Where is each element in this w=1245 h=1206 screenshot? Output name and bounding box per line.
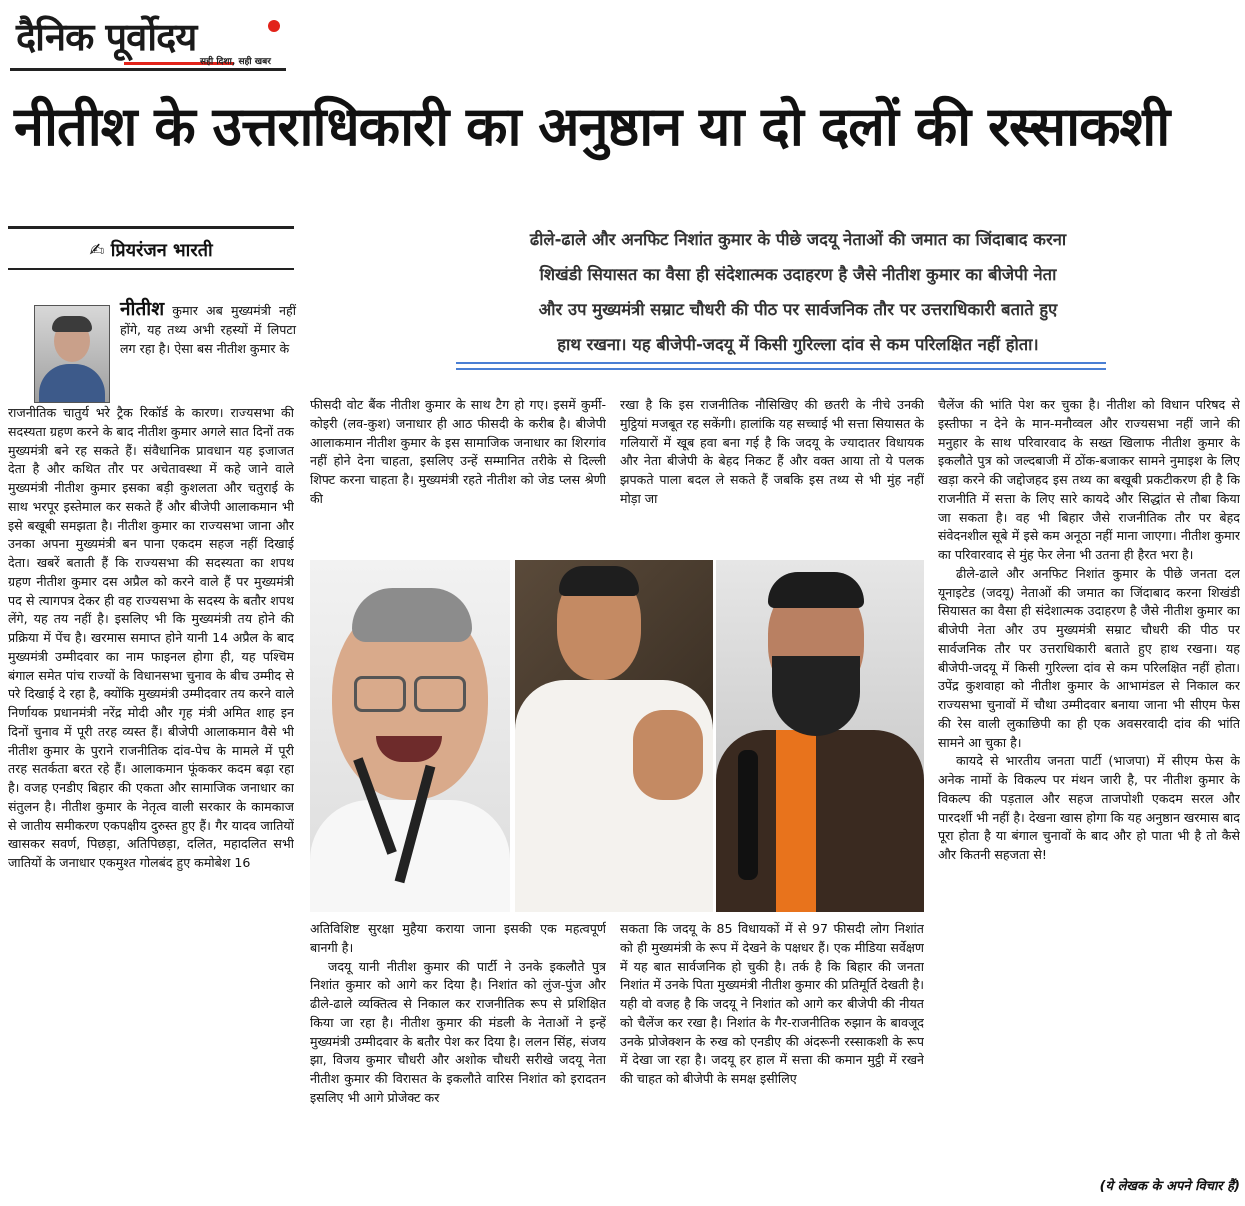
- article-column-2-bottom: [310, 920, 606, 1200]
- article-column-1: [8, 404, 294, 1204]
- author-photo: [34, 305, 110, 403]
- photo-samrat-choudhary: [716, 560, 924, 912]
- article-column-3-top: [620, 396, 924, 548]
- article-paragraph: ढीले-ढाले और अनफिट निशांत कुमार के पीछे जनता दल यूनाइटेड (जदयू) नेताओं की जमात का जिंदाबाद करना शिखंडी सियासत का वैसा ही संदेशात्मक उदाहरण है जैसे नीतीश कुमार का बीजेपी नेता और उप मुख्यमंत्री सम्राट चौधरी की पीठ पर सार्वजनिक तौर पर उत्तराधिकारी बताते हुए हाथ रखना। यह बीजेपी-जदयू में किसी गुरिल्ला दांव से कम परिलक्षित नहीं होता। उपेंद्र कुशवाहा को नीतीश कुमार के आभामंडल से निकाल कर राज्यसभा चुनावों में चौथा उम्मीदवार बनाया जाना भी सीएम फेस की रेस वाली लुकाछिपी का ही एक अवसरवादी दांव की भांति सामने आ चुका है।: [938, 565, 1240, 750]
- article-paragraph: अतिविशिष्ट सुरक्षा मुहैया कराया जाना इसकी एक महत्वपूर्ण बानगी है।: [310, 921, 606, 955]
- logo-dot-icon: [268, 20, 280, 32]
- deck-line: शिखंडी सियासत का वैसा ही संदेशात्मक उदाहरण है जैसे नीतीश कुमार का बीजेपी नेता: [539, 265, 1057, 284]
- lead-text: कुमार अब मुख्यमंत्री नहीं होंगे, यह तथ्य अभी रहस्यों में लिपटा लग रहा है। ऐसा बस नीतीश कुमार के: [120, 303, 296, 356]
- deck-line: और उप मुख्यमंत्री सम्राट चौधरी की पीठ पर सार्वजनिक तौर पर उत्तराधिकारी बताते हुए: [538, 300, 1058, 319]
- article-paragraph: कायदे से भारतीय जनता पार्टी (भाजपा) में सीएम फेस के अनेक नामों के विकल्प पर मंथन जारी है, पर नीतीश कुमार के विकल्प की पड़ताल और सहज ताजपोशी एकदम सरल और पारदर्शी भी नहीं है। देखना खास होगा कि यह अनुष्ठान खरमास बाद पूरा होता है या बंगाल चुनावों के बाद और हो पाता भी है तो कैसे और कितनी सहजता से!: [938, 753, 1240, 862]
- masthead: [10, 6, 290, 72]
- article-paragraph: रखा है कि इस राजनीतिक नौसिखिए की छतरी के नीचे उनकी मुट्ठियां मजबूत रह सकेंगी। हालांकि यह सच्चाई भी सत्ता सियासत के गलियारों में खूब हवा बना गई है कि जदयू के ज्यादातर विधायक और नेता बीजेपी के बेहद निकट हैं और वक्त आया तो ये पलक झपकते पाला बदल ले सकते हैं जबकि इस तथ्य से भी मुंह नहीं मोड़ा जा: [620, 397, 924, 506]
- article-paragraph: फीसदी वोट बैंक नीतीश कुमार के साथ टैग हो गए। इसमें कुर्मी-कोइरी (लव-कुश) जनाधार ही आठ फीसदी के करीब है। बीजेपी आलाकमान नीतीश कुमार के इस सामाजिक जनाधार का शिरगांव नहीं होने देना चाहता, इसलिए उन्हें सम्मानित तरीके से दिल्ली शिफ्ट करना चाहता है। मुख्यमंत्री रहते नीतीश को जेड प्लस श्रेणी की: [310, 397, 606, 506]
- byline-rule-top: [8, 226, 294, 229]
- article-column-4: [938, 396, 1240, 1174]
- article-paragraph: सकता कि जदयू के 85 विधायकों में से 97 फीसदी लोग निशांत को ही मुख्यमंत्री के रूप में देखने के पक्षधर हैं। एक मीडिया सर्वेक्षण में यह बात सार्वजनिक हो चुकी है। तर्क है कि बिहार की जनता निशांत में उनके पिता मुख्यमंत्री नीतीश कुमार की प्रतिमूर्ति देखती है। यही वो वजह है कि जदयू ने निशांत को आगे कर बीजेपी की नीयत को चैलेंज कर रखा है। निशांत के गैर-राजनीतिक रुझान के बावजूद उनके प्रोजेक्शन के रुख को एनडीए की अंदरूनी रस्साकशी के रूप में देखा जा रहा है। जदयू हर हाल में सत्ता की कमान मुट्ठी में रखने की चाहत को बीजेपी के समक्ष इसीलिए: [620, 921, 924, 1086]
- deck-line: ढीले-ढाले और अनफिट निशांत कुमार के पीछे जदयू नेताओं की जमात का जिंदाबाद करना: [529, 230, 1067, 249]
- deck-line: हाथ रखना। यह बीजेपी-जदयू में किसी गुरिल्ला दांव से कम परिलक्षित नहीं होता।: [557, 335, 1039, 354]
- lead-word: नीतीश: [120, 298, 165, 320]
- photo-nitish-kumar: [310, 560, 510, 912]
- article-column-2-top: [310, 396, 606, 548]
- article-byline: ✍ प्रियरंजन भारती: [89, 240, 213, 261]
- article-column-3-bottom: [620, 920, 924, 1200]
- article-deck: [378, 222, 1218, 362]
- masthead-rule: [10, 68, 286, 71]
- article-headline: नीतीश के उत्तराधिकारी का अनुष्ठान या दो दलों की रस्साकशी: [14, 95, 1170, 158]
- author-disclaimer: (ये लेखक के अपने विचार हैं): [1099, 1179, 1240, 1194]
- deck-divider: [456, 368, 1106, 370]
- byline-rule-bottom: [8, 268, 294, 270]
- article-paragraph: चैलेंज की भांति पेश कर चुका है। नीतीश को विधान परिषद से इस्तीफा न देने के मान-मनौव्वल और राज्यसभा नहीं जाने की मनुहार के साथ परिवारवाद के सख्त खिलाफ नीतीश कुमार के इकलौते पुत्र को जल्दबाजी में ठोंक-बजाकर सामने नुमाइश के लिए खड़ा करने की जद्दोजहद इस तथ्य का बखूबी प्रकटीकरण ही है कि राजनीति में सत्ता के लिए सारे कायदे और सिद्धांत से तौबा किया जा सकता है। वह भी बिहार जैसे राजनीतिक तौर पर बेहद संवेदनशील सूबे में इसे कम अनूठा नहीं माना जाएगा। नीतीश कुमार का परिवारवाद से मुंह फेर लेना भी उतना ही हैरत भरा है।: [938, 397, 1240, 562]
- article-lead: [120, 300, 296, 358]
- deck-divider: [456, 362, 1106, 364]
- article-paragraph: जदयू यानी नीतीश कुमार की पार्टी ने उनके इकलौते पुत्र निशांत कुमार को आगे कर दिया है। निशांत को लुंज-पुंज और ढीले-ढाले व्यक्तित्व से निकाल कर राजनीतिक रूप से प्रशिक्षित किया जा रहा है। नीतीश कुमार की मंडली के नेताओं ने इन्हें मुख्यमंत्री उम्मीदवार के बतौर पेश कर दिया है। ललन सिंह, संजय झा, विजय कुमार चौधरी और अशोक चौधरी सरीखे जदयू नेता नीतीश कुमार की विरासत के इकलौते वारिस निशांत को इरादतन इसलिए भी आगे प्रोजेक्ट कर: [310, 958, 606, 1105]
- newspaper-tagline: सही दिशा, सही खबर: [200, 57, 271, 67]
- photo-nishant-kumar: [515, 560, 713, 912]
- newspaper-logo: दैनिक पूर्वोदय: [16, 15, 197, 59]
- article-paragraph: राजनीतिक चातुर्य भरे ट्रैक रिकॉर्ड के कारण। राज्यसभा की सदस्यता ग्रहण करने के बाद नीतीश कुमार अगले सात दिनों तक मुख्यमंत्री बने रह सकते हैं। संवैधानिक प्रावधान यह इजाजत देता है और कथित तौर पर अचेतावस्था में कहे जाने वाले मुख्यमंत्री नीतीश कुमार इसका बड़ी कुशलता और चतुराई के साथ भरपूर इस्तेमाल कर सकते हैं और बीजेपी आलाकमान भी इसे बखूबी समझता है। नीतीश कुमार का राज्यसभा जाना और उनका अपना मुख्यमंत्री बन पाना एकदम सहज नहीं दिखाई देता। खबरें बताती हैं कि राज्यसभा की सदस्यता का शपथ ग्रहण नीतीश कुमार दस अप्रैल को करने वाले हैं पर मुख्यमंत्री पद से त्यागपत्र देकर ही वह राज्यसभा के सदस्य के बतौर शपथ लेंगे, यह तय नहीं है। इसलिए भी कि मुख्यमंत्री तय होने की प्रक्रिया में पेंच है। खरमास समाप्त होने यानी 14 अप्रैल के बाद मुख्यमंत्री उम्मीदवार का नाम फाइनल होगा ही, यह पश्चिम बंगाल समेत पांच राज्यों के विधानसभा चुनाव के बीच उम्मीद से परे दिखाई दे रहा है, क्योंकि मुख्यमंत्री उम्मीदवार तय करने वाले निर्णायक प्रधानमंत्री नरेंद्र मोदी और गृह मंत्री अमित शाह इन दिनों चुनाव में पूरी तरह व्यस्त हैं। बीजेपी आलाकमान वैसे भी नीतीश कुमार के पुराने राजनीतिक दांव-पेच के मामले में पूरी तरह सतर्कता बरत रहे हैं। आलाकमान फूंककर कदम बढ़ा रहा है। वजह एनडीए बिहार की एकता और सामाजिक जनाधार का संतुलन है। नीतीश कुमार के नेतृत्व वाली सरकार के कामकाज से जातीय समीकरण एकपक्षीय दुरुस्त हुए हैं। गैर यादव जातियों खासकर सवर्ण, पिछड़ा, अतिपिछड़ा, दलित, महादलित सभी जातियों के जनाधार एकमुश्त गोलबंद हुए कमोबेश 16: [8, 405, 294, 870]
